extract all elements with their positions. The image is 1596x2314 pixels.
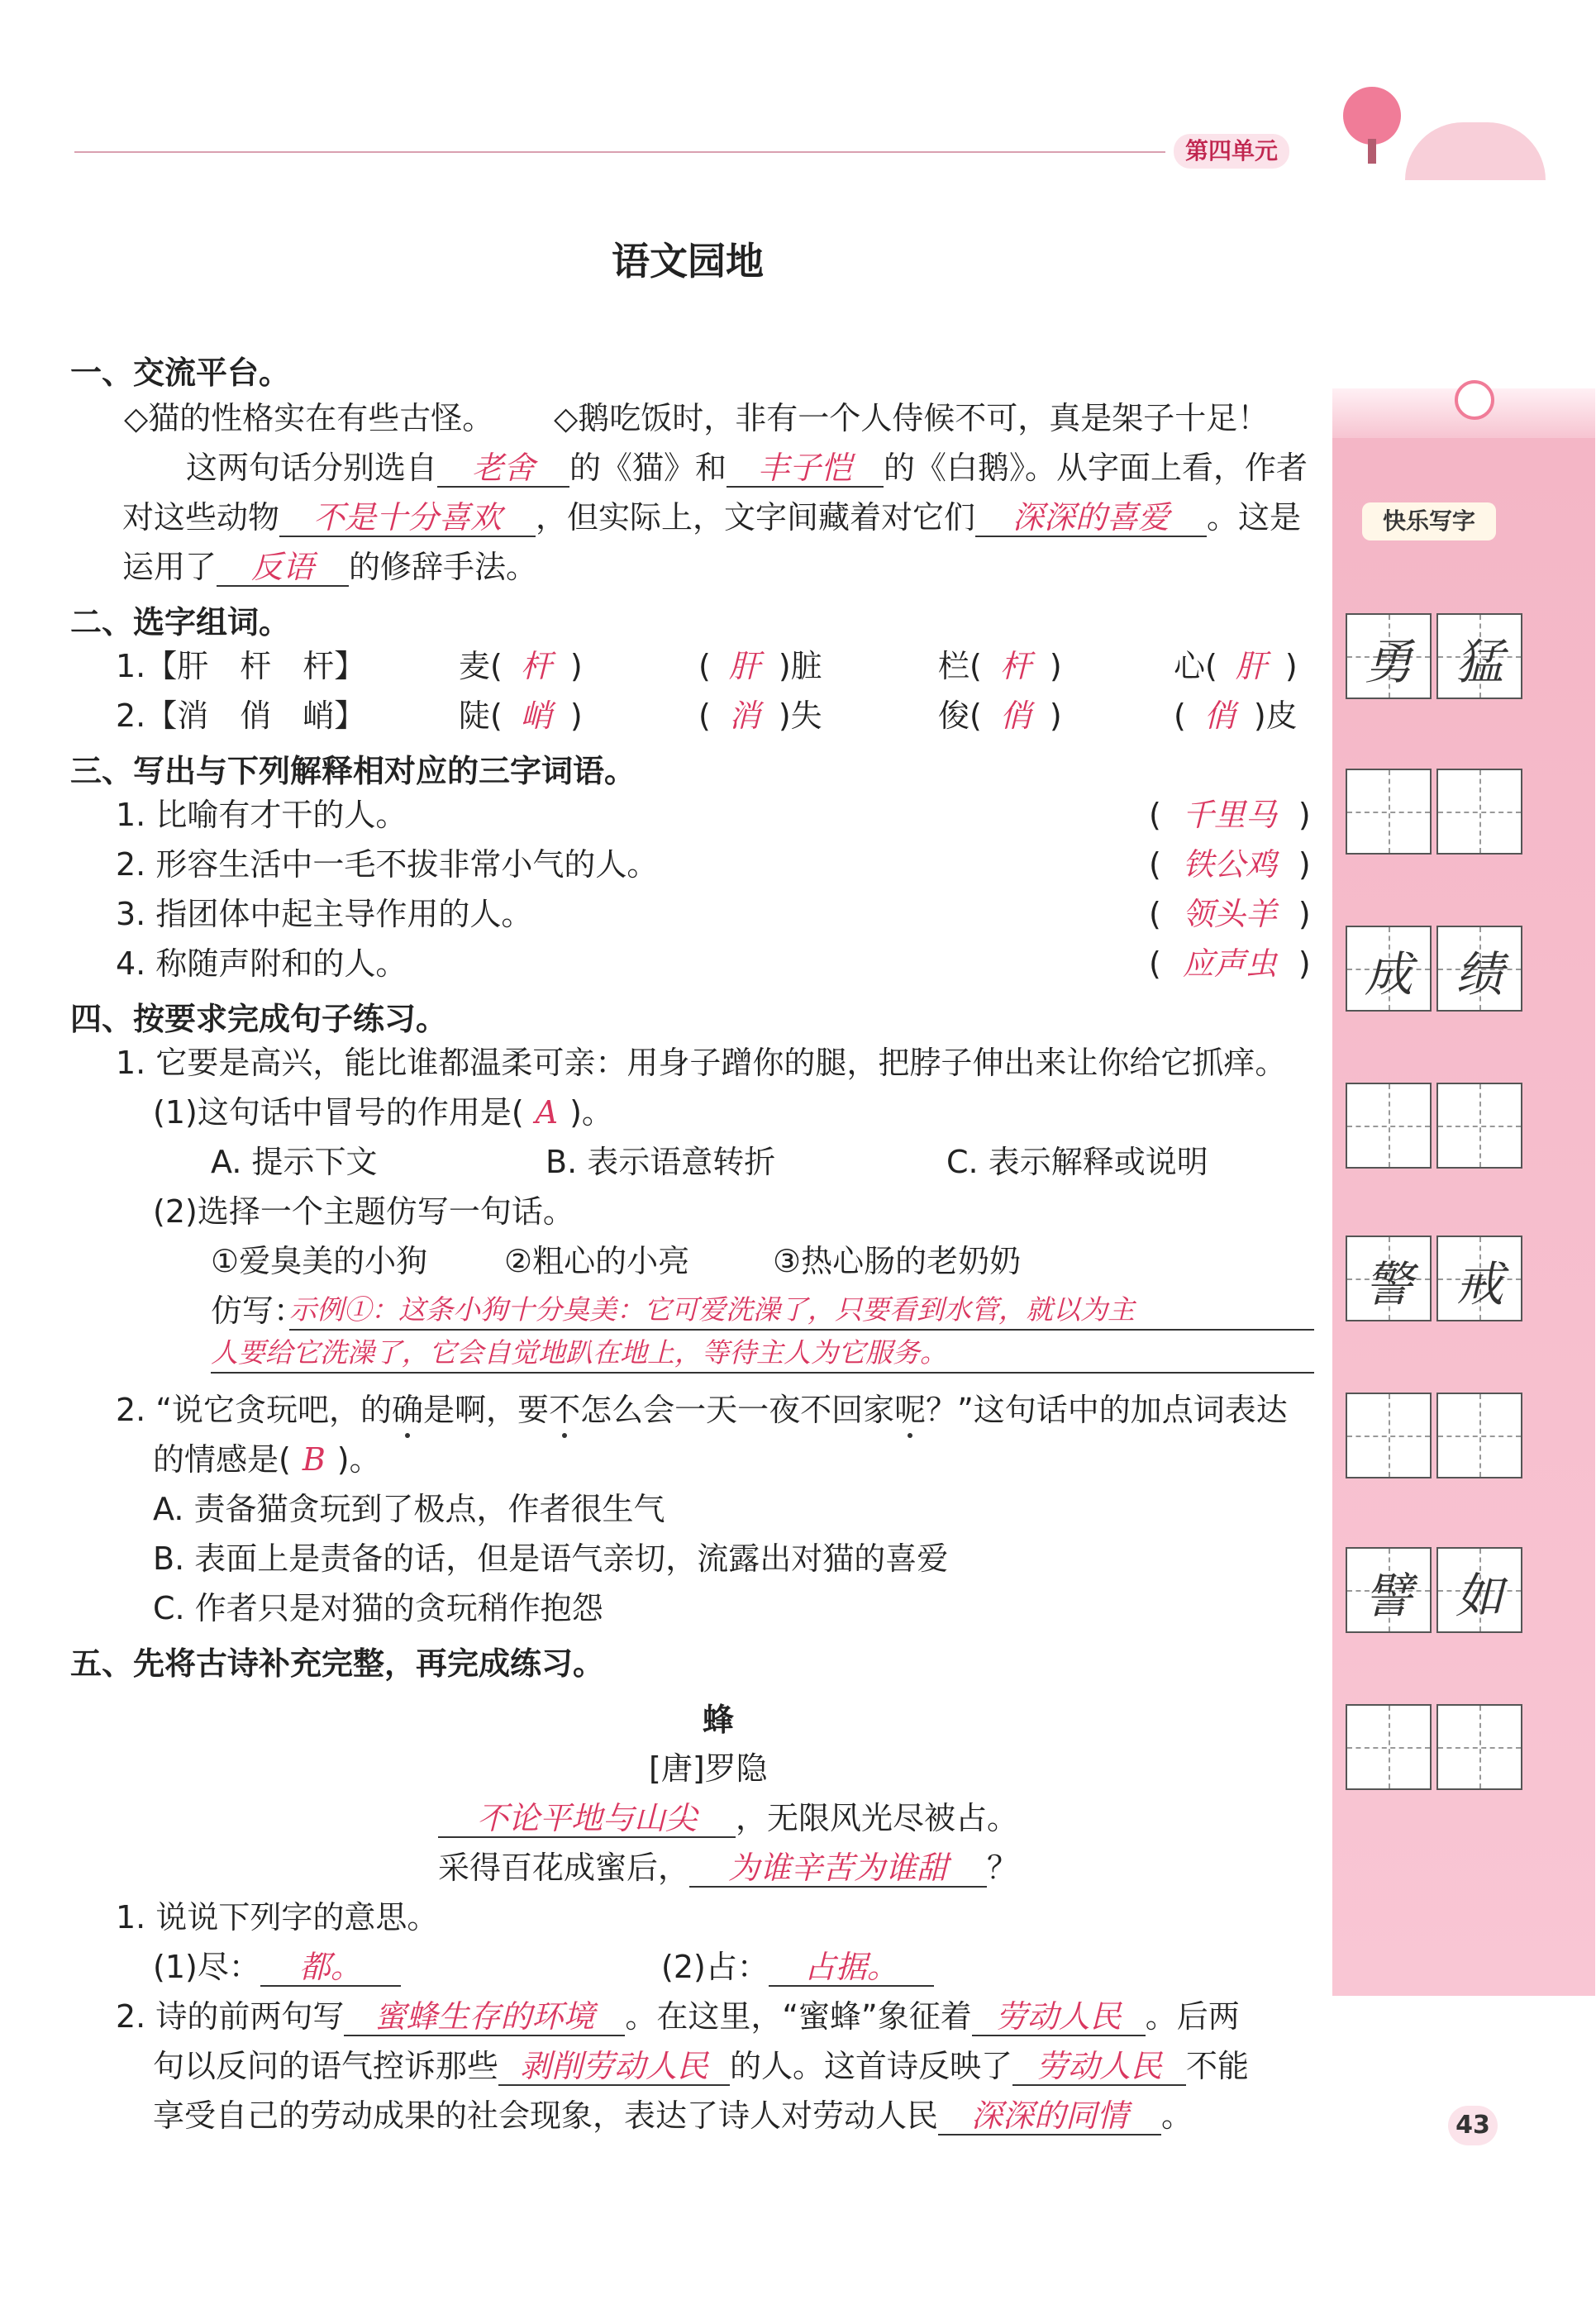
s2-row2-item2: ( 消 )失 xyxy=(698,698,822,734)
s4-q2: 2. “说它贪玩吧，的确是啊，要不怎么会一天一夜不回家呢？”这句话中的加点词表达 xyxy=(116,1392,1288,1428)
s1-line3: 运用了 反语 的修辞手法。 xyxy=(122,549,538,585)
poem-author: [唐]罗隐 xyxy=(649,1750,768,1787)
writing-cell: 猛 xyxy=(1436,613,1522,699)
s2-row1-item1: 麦( 杆 ) xyxy=(459,648,583,684)
option-b: B. 表示语意转折 xyxy=(545,1144,776,1180)
s4-q1-1: (1)这句话中冒号的作用是( A )。 xyxy=(153,1094,613,1131)
answer-blank: 反语 xyxy=(217,549,349,587)
writing-cell: 成 xyxy=(1346,926,1432,1012)
s3-question: 4. 称随声附和的人。 xyxy=(116,945,407,982)
writing-cell: 如 xyxy=(1436,1547,1522,1633)
page-number: 43 xyxy=(1448,2106,1498,2145)
answer-blank: 不是十分喜欢 xyxy=(279,499,536,537)
imitation-label: 仿写： xyxy=(211,1293,306,1329)
s1-line1: 这两句话分别选自 老舍 的《猫》和 丰子恺 的《白鹅》。从字面上看，作者 xyxy=(186,450,1308,486)
s2-row1-item3: 栏( 杆 ) xyxy=(938,648,1062,684)
s5-q2-line1: 2. 诗的前两句写 蜜蜂生存的环境 。在这里，“蜜蜂”象征着 劳动人民 。后两 xyxy=(116,1998,1240,2035)
section-heading: 四、按要求完成句子练习。 xyxy=(70,1001,448,1037)
dotted-word: 呢 xyxy=(894,1392,927,1428)
s3-question: 2. 形容生活中一毛不拔非常小气的人。 xyxy=(116,846,659,883)
option-c: C. 表示解释或说明 xyxy=(946,1144,1208,1180)
s3-answer: ( 应声虫 ) xyxy=(1149,945,1311,982)
imitation-line-2: 人要给它洗澡了，它会自觉地趴在地上，等待主人为它服务。 xyxy=(211,1334,1314,1374)
section-heading: 五、先将古诗补充完整，再完成练习。 xyxy=(70,1645,605,1682)
s5-q2-line3: 享受自己的劳动成果的社会现象，表达了诗人对劳动人民 深深的同情 。 xyxy=(153,2097,1193,2134)
dotted-word: 确 xyxy=(392,1392,424,1428)
writing-cell-empty xyxy=(1436,1083,1522,1169)
s2-row2-item4: ( 俏 )皮 xyxy=(1174,698,1298,734)
section-heading: 三、写出与下列解释相对应的三字词语。 xyxy=(70,753,636,789)
writing-cell: 绩 xyxy=(1436,926,1522,1012)
quote-2: ◇鹅吃饭时，非有一个人侍候不可，真是架子十足！ xyxy=(554,400,1270,436)
s2-row1-item2: ( 肝 )脏 xyxy=(698,648,822,684)
writing-cell: 警 xyxy=(1346,1236,1432,1321)
s2-row2-item1: 陡( 峭 ) xyxy=(459,698,583,734)
writing-cell-empty xyxy=(1346,1393,1432,1478)
s2-row1-chars: 1.【肝 杆 杆】 xyxy=(116,648,366,684)
s1-line2: 对这些动物 不是十分喜欢 ，但实际上，文字间藏着对它们 深深的喜爱 。这是 xyxy=(122,499,1302,536)
tree-trunk-decoration xyxy=(1368,139,1376,164)
s2-row2-chars: 2.【消 俏 峭】 xyxy=(116,698,366,734)
theme-1: ①爱臭美的小狗 xyxy=(211,1243,428,1279)
s3-answer: ( 铁公鸡 ) xyxy=(1149,846,1311,883)
s3-question: 1. 比喻有才干的人。 xyxy=(116,797,407,833)
poem-title: 蜂 xyxy=(703,1702,735,1738)
writing-cell-empty xyxy=(1346,1704,1432,1790)
writing-cell: 勇 xyxy=(1346,613,1432,699)
header-rule xyxy=(74,151,1165,153)
s2-row2-item3: 俊( 俏 ) xyxy=(938,698,1062,734)
dotted-word: 不 xyxy=(549,1392,581,1428)
writing-cell-empty xyxy=(1436,769,1522,855)
hill-decoration xyxy=(1405,122,1546,180)
option-b: B. 表面上是责备的话，但是语气亲切，流露出对猫的喜爱 xyxy=(153,1540,949,1577)
writing-cell: 戒 xyxy=(1436,1236,1522,1321)
section-heading: 二、选字组词。 xyxy=(70,604,291,640)
s4-q2-line2: 的情感是( B )。 xyxy=(153,1441,381,1478)
answer-blank: 深深的喜爱 xyxy=(975,499,1207,537)
poem-line-1: 不论平地与山尖 ，无限风光尽被占。 xyxy=(438,1798,1018,1838)
option-a: A. 提示下文 xyxy=(211,1144,378,1180)
option-c: C. 作者只是对猫的贪玩稍作抱怨 xyxy=(153,1590,603,1626)
answer-blank: 丰子恺 xyxy=(727,450,884,488)
poem-line-2: 采得百花成蜜后， 为谁辛苦为谁甜 ？ xyxy=(438,1850,1019,1886)
s4-q1-2: (2)选择一个主题仿写一句话。 xyxy=(153,1193,574,1230)
sun-icon xyxy=(1455,380,1494,420)
s3-question: 3. 指团体中起主导作用的人。 xyxy=(116,896,533,932)
s5-q1-b: (2)占： 占据。 xyxy=(661,1947,934,1987)
writing-cell: 譬 xyxy=(1346,1547,1432,1633)
s5-q2-line2: 句以反问的语气控诉那些 剥削劳动人民 的人。这首诗反映了 劳动人民 不能 xyxy=(153,2048,1250,2084)
writing-cell-empty xyxy=(1346,1083,1432,1169)
section-heading: 一、交流平台。 xyxy=(70,355,291,391)
s3-answer: ( 千里马 ) xyxy=(1149,797,1311,833)
s3-answer: ( 领头羊 ) xyxy=(1149,896,1311,932)
writing-cell-empty xyxy=(1436,1393,1522,1478)
imitation-line-1: 示例①：这条小狗十分臭美：它可爱洗澡了，只要看到水管，就以为主 xyxy=(289,1291,1314,1331)
quote-1: ◇猫的性格实在有些古怪。 xyxy=(124,400,494,436)
s2-row1-item4: 心( 肝 ) xyxy=(1174,648,1298,684)
answer-blank: 老舍 xyxy=(437,450,569,488)
theme-3: ③热心肠的老奶奶 xyxy=(773,1243,1022,1279)
theme-2: ②粗心的小亮 xyxy=(504,1243,690,1279)
option-a: A. 责备猫贪玩到了极点，作者很生气 xyxy=(153,1491,665,1527)
s5-q1: 1. 说说下列字的意思。 xyxy=(116,1899,439,1935)
s4-q1: 1. 它要是高兴，能比谁都温柔可亲：用身子蹭你的腿，把脖子伸出来让你给它抓痒。 xyxy=(116,1045,1287,1081)
side-panel-label: 快乐写字 xyxy=(1362,502,1496,540)
page-title: 语文园地 xyxy=(612,239,764,283)
unit-badge: 第四单元 xyxy=(1174,134,1289,169)
s5-q1-a: (1)尽： 都。 xyxy=(153,1947,401,1987)
writing-cell-empty xyxy=(1436,1704,1522,1790)
writing-cell-empty xyxy=(1346,769,1432,855)
tree-icon xyxy=(1343,87,1401,145)
